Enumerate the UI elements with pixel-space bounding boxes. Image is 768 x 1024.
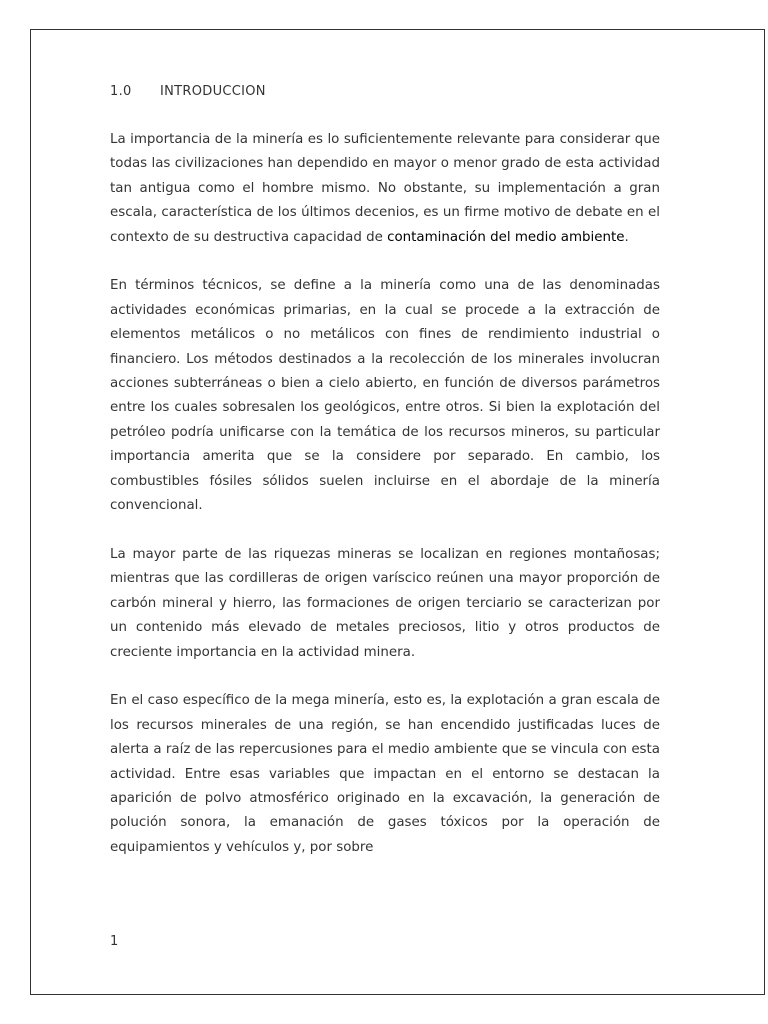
paragraph-1 — [110, 128, 660, 250]
page-number: 1 — [110, 934, 119, 949]
paragraph-1-text: La importancia de la minería es lo suficientemente relevante para considerar que todas las civilizaciones han dependido en mayor o menor grado de esta actividad tan antigua como el hombre mismo. No obstante, su implementación a gran escala, característica de los últimos decenios, es un firme motivo de debate en el contexto de su destructiva capacidad de — [110, 132, 660, 245]
section-number: 1.0 — [110, 84, 132, 99]
section-title: INTRODUCCION — [160, 84, 266, 99]
paragraph-1-tail: . — [624, 229, 629, 245]
paragraph-2: En términos técnicos, se define a la minería como una de las denominadas actividades económicas primarias, en la cual se procede a la extracción de elementos metálicos o no metálicos con fines de rendimiento industrial o financiero. Los métodos destinados a la recolección de los minerales involucran acciones subterráneas o bien a cielo abierto, en función de diversos parámetros entre los cuales sobresalen los geológicos, entre otros. Si bien la explotación del petróleo podría unificarse con la temática de los recursos mineros, su particular importancia amerita que se la considere por separado. En cambio, los combustibles fósiles sólidos suelen incluirse en el abordaje de la minería convencional. — [110, 278, 660, 514]
paragraph-3: La mayor parte de las riquezas mineras se localizan en regiones montañosas; mientras que las cordilleras de origen varíscico reúnen una mayor proporción de carbón mineral y hierro, las formaciones de origen terciario se caracterizan por un contenido más elevado de metales preciosos, litio y otros productos de creciente importancia en la actividad minera. — [110, 546, 660, 660]
section-heading — [110, 80, 660, 104]
paragraph-4: En el caso específico de la mega minería, esto es, la explotación a gran escala de los recursos minerales de una región, se han encendido justificadas luces de alerta a raíz de las repercusiones para el medio ambiente que se vincula con esta actividad. Entre esas variables que impactan en el entorno se destacan la aparición de polvo atmosférico originado en la excavación, la generación de polución sonora, la emanación de gases tóxicos por la operación de equipamientos y vehículos y, por sobre — [110, 693, 660, 855]
document-page — [30, 29, 765, 995]
page-content — [110, 80, 660, 885]
paragraph-1-emphasis: contaminación del medio ambiente — [387, 229, 625, 245]
